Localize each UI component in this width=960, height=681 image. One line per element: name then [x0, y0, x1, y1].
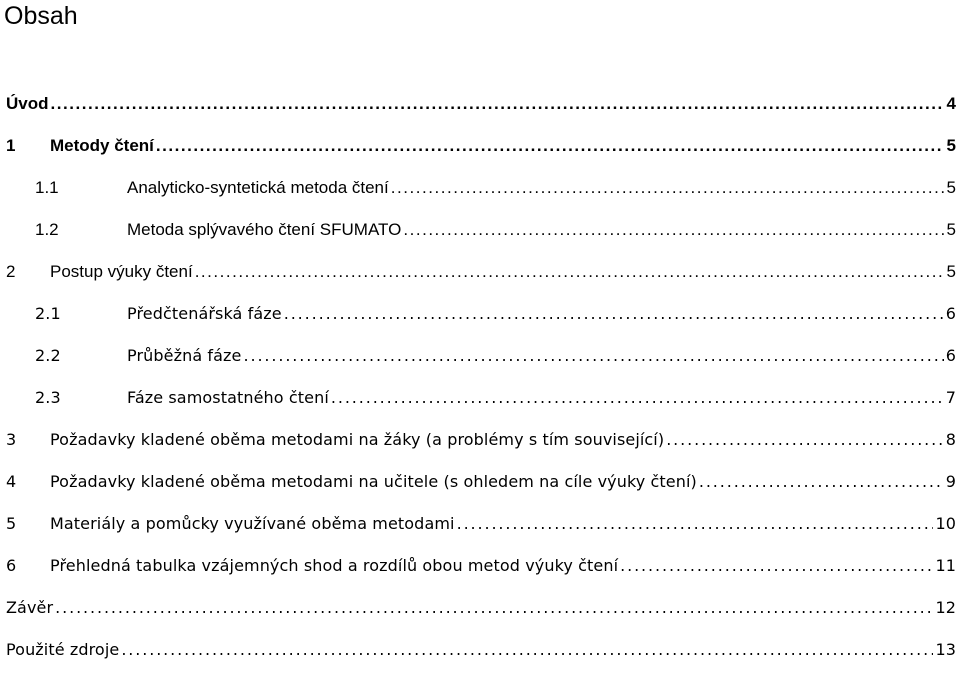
toc-entry[interactable]: [6, 301, 960, 327]
toc-entry-title: Předčtenářská fáze: [127, 304, 282, 323]
toc-entry-page: 10: [935, 514, 956, 533]
toc-entry-title: Metoda splývavého čtení SFUMATO: [127, 220, 402, 239]
toc-entry[interactable]: [6, 91, 960, 117]
toc-entry[interactable]: [6, 553, 960, 579]
toc-entry-page: 4: [946, 94, 956, 113]
toc-entry[interactable]: [6, 427, 960, 453]
toc-dot-leader: [403, 217, 944, 243]
toc-dot-leader: [391, 175, 944, 201]
toc-entry-title: Materiály a pomůcky využívané oběma metodami: [50, 514, 455, 533]
toc-entry-page: 8: [945, 430, 956, 449]
toc-dot-leader: [666, 427, 944, 453]
toc-entry-number: 4: [6, 472, 17, 491]
toc-entry-title: Použité zdroje: [6, 640, 120, 659]
toc-entry[interactable]: [6, 595, 960, 621]
toc-entry[interactable]: [6, 133, 960, 159]
toc-dot-leader: [121, 637, 933, 663]
toc-entry-page: 5: [946, 220, 956, 239]
toc-entry-page: 5: [946, 136, 956, 155]
toc-dot-leader: [331, 385, 944, 411]
toc-entry-page: 5: [946, 178, 956, 197]
toc-entry[interactable]: [6, 217, 960, 243]
toc-entry-title: Závěr: [6, 598, 54, 617]
toc-entry-page: 6: [945, 346, 956, 365]
toc-entry-number: 2: [6, 262, 16, 281]
toc-entry-title: Analyticko-syntetická metoda čtení: [127, 178, 389, 197]
toc-entry[interactable]: [6, 511, 960, 537]
toc-entry[interactable]: [6, 259, 960, 285]
toc-dot-leader: [284, 301, 944, 327]
toc-entry-title: Postup výuky čtení: [50, 262, 193, 281]
toc-entry-page: 9: [945, 472, 956, 491]
toc-entry-title: Úvod: [6, 94, 49, 113]
toc-entry-number: 2.1: [35, 304, 61, 323]
toc-entry[interactable]: [6, 637, 960, 663]
toc-dot-leader: [195, 259, 944, 285]
toc-entry-number: 3: [6, 430, 17, 449]
toc-entry-number: 5: [6, 514, 17, 533]
toc-dot-leader: [55, 595, 933, 621]
toc-entry[interactable]: [6, 469, 960, 495]
toc-dot-leader: [457, 511, 934, 537]
toc-entry-page: 11: [935, 556, 956, 575]
toc-entry-title: Průběžná fáze: [127, 346, 242, 365]
toc-entry-number: 2.2: [35, 346, 61, 365]
toc-dot-leader: [620, 553, 933, 579]
toc-entry-number: 6: [6, 556, 17, 575]
toc-dot-leader: [156, 133, 944, 159]
toc-entry-number: 2.3: [35, 388, 61, 407]
toc-entry-number: 1: [6, 136, 16, 155]
toc-dot-leader: [51, 91, 945, 117]
page-title: Obsah: [4, 2, 78, 30]
toc-entry[interactable]: [6, 343, 960, 369]
toc-entry-title: Metody čtení: [50, 136, 154, 155]
toc-entry[interactable]: [6, 175, 960, 201]
toc-entry-page: 13: [935, 640, 956, 659]
toc-entry[interactable]: [6, 385, 960, 411]
toc-dot-leader: [244, 343, 944, 369]
toc-entry-title: Přehledná tabulka vzájemných shod a rozdílů obou metod výuky čtení: [50, 556, 619, 575]
toc-entry-title: Požadavky kladené oběma metodami na učitele (s ohledem na cíle výuky čtení): [50, 472, 697, 491]
toc-entry-number: 1.1: [35, 178, 59, 197]
toc-entry-page: 6: [945, 304, 956, 323]
toc-dot-leader: [699, 469, 944, 495]
toc-entry-page: 7: [945, 388, 956, 407]
toc-entry-number: 1.2: [35, 220, 59, 239]
toc-entry-title: Požadavky kladené oběma metodami na žáky (a problémy s tím související): [50, 430, 665, 449]
toc-entry-page: 12: [935, 598, 956, 617]
toc-entry-page: 5: [946, 262, 956, 281]
toc-entry-title: Fáze samostatného čtení: [127, 388, 329, 407]
